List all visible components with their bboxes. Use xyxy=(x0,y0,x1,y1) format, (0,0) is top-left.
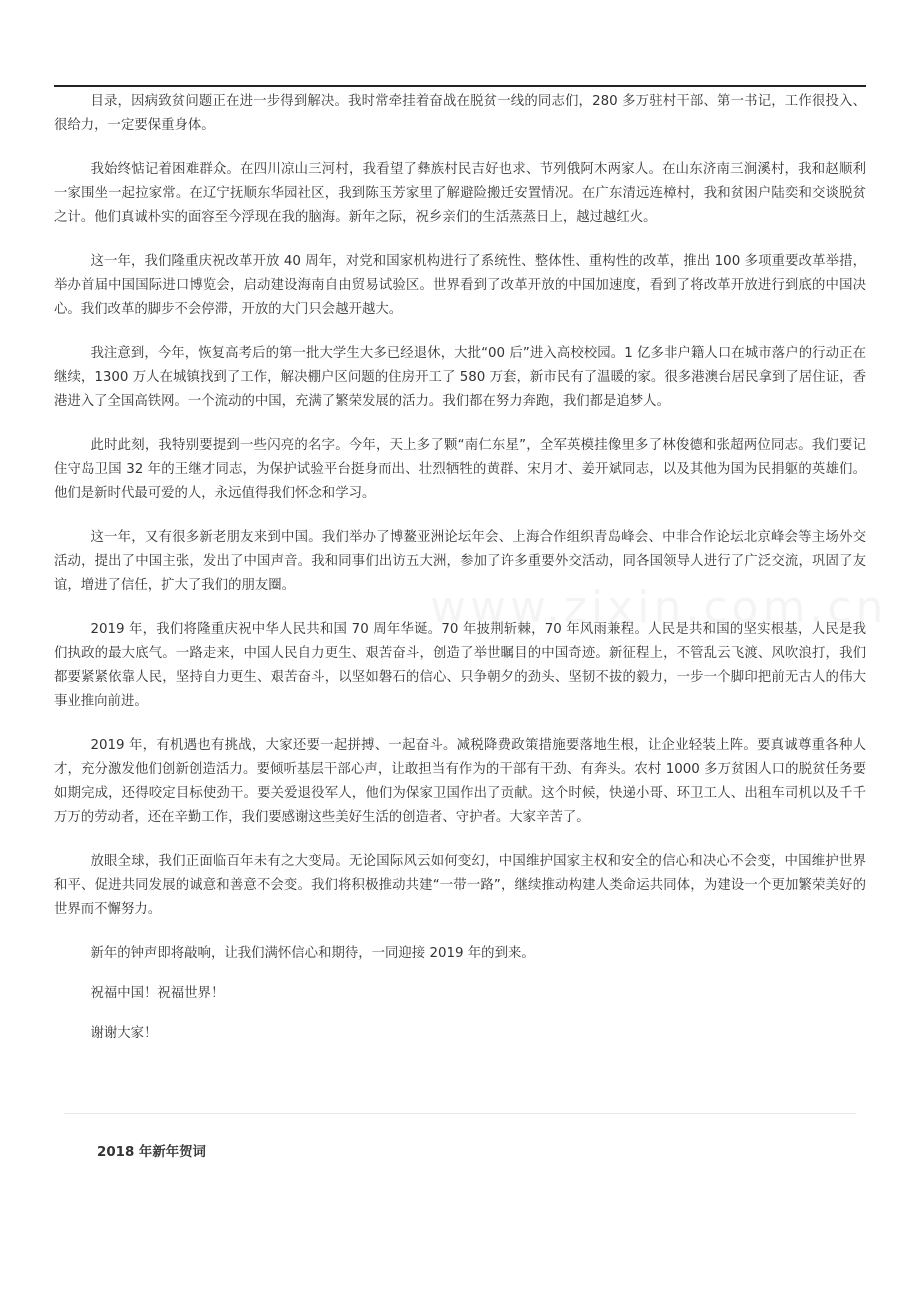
paragraph-8: 2019 年，有机遇也有挑战，大家还要一起拼搏、一起奋斗。减税降费政策措施要落地生根，让企业轻装上阵。要真诚尊重各种人才，充分激发他们创新创造活力。要倾听基层干部心声，让敢担当有作为的干部有干劲、有奔头。农村 1000 多万贫困人口的脱贫任务要如期完成，还得咬定目标使劲干。要关爱退役军人，他们为保家卫国作出了贡献。这个时候，快递小哥、环卫工人、出租车司机以及千千万万的劳动者，还在辛勤工作，我们要感谢这些美好生活的创造者、守护者。大家辛苦了。 xyxy=(54,738,866,825)
paragraph-10: 新年的钟声即将敲响，让我们满怀信心和期待，一同迎接 2019 年的到来。 xyxy=(90,946,535,961)
article-body xyxy=(54,90,866,1062)
paragraph-1: 目录，因病致贫问题正在进一步得到解决。我时常牵挂着奋战在脱贫一线的同志们，280 多万驻村干部、第一书记，工作很投入、很给力，一定要保重身体。 xyxy=(54,94,866,133)
paragraph-6: 这一年，又有很多新老朋友来到中国。我们举办了博鳌亚洲论坛年会、上海合作组织青岛峰会、中非合作论坛北京峰会等主场外交活动，提出了中国主张，发出了中国声音。我和同事们出访五大洲，参加了许多重要外交活动，同各国领导人进行了广泛交流，巩固了友谊，增进了信任，扩大了我们的朋友圈。 xyxy=(54,530,866,593)
paragraph-3: 这一年，我们隆重庆祝改革开放 40 周年，对党和国家机构进行了系统性、整体性、重构性的改革，推出 100 多项重要改革举措，举办首届中国国际进口博览会，启动建设海南自由贸易试验区。世界看到了改革开放的中国加速度，看到了将改革开放进行到底的中国决心。我们改革的脚步不会停滞，开放的大门只会越开越大。 xyxy=(54,254,866,317)
paragraph-11: 祝福中国！祝福世界！ xyxy=(90,986,225,1001)
paragraph-5: 此时此刻，我特别要提到一些闪亮的名字。今年，天上多了颗“南仁东星”，全军英模挂像里多了林俊德和张超两位同志。我们要记住守岛卫国 32 年的王继才同志，为保护试验平台挺身而出、壮烈牺牲的黄群、宋月才、姜开斌同志，以及其他为国为民捐躯的英雄们。他们是新时代最可爱的人，永远值得我们怀念和学习。 xyxy=(54,438,866,501)
next-article-title[interactable]: 2018 年新年贺词 xyxy=(97,1145,206,1160)
paragraph-4: 我注意到，今年，恢复高考后的第一批大学生大多已经退休，大批“00 后”进入高校校园。1 亿多非户籍人口在城市落户的行动正在继续，1300 万人在城镇找到了工作，解决棚户区问题的住房开工了 580 万套，新市民有了温暖的家。很多港澳台居民拿到了居住证，香港进入了全国高铁网。一个流动的中国，充满了繁荣发展的活力。我们都在努力奔跑，我们都是追梦人。 xyxy=(54,346,866,409)
paragraph-12: 谢谢大家！ xyxy=(90,1026,158,1041)
paragraph-2: 我始终惦记着困难群众。在四川凉山三河村，我看望了彝族村民吉好也求、节列俄阿木两家人。在山东济南三涧溪村，我和赵顺利一家围坐一起拉家常。在辽宁抚顺东华园社区，我到陈玉芳家里了解避险搬迁安置情况。在广东清远连樟村，我和贫困户陆奕和交谈脱贫之计。他们真诚朴实的面容至今浮现在我的脑海。新年之际，祝乡亲们的生活蒸蒸日上，越过越红火。 xyxy=(54,162,866,225)
paragraph-9: 放眼全球，我们正面临百年未有之大变局。无论国际风云如何变幻，中国维护国家主权和安全的信心和决心不会变，中国维护世界和平、促进共同发展的诚意和善意不会变。我们将积极推动共建“一带一路”，继续推动构建人类命运共同体，为建设一个更加繁荣美好的世界而不懈努力。 xyxy=(54,854,866,917)
paragraph-7: 2019 年，我们将隆重庆祝中华人民共和国 70 周年华诞。70 年披荆斩棘，70 年风雨兼程。人民是共和国的坚实根基，人民是我们执政的最大底气。一路走来，中国人民自力更生、艰苦奋斗，创造了举世瞩目的中国奇迹。新征程上，不管乱云飞渡、风吹浪打，我们都要紧紧依靠人民，坚持自力更生、艰苦奋斗，以坚如磐石的信心、只争朝夕的劲头、坚韧不拔的毅力，一步一个脚印把前无古人的伟大事业推向前进。 xyxy=(54,622,866,709)
top-divider xyxy=(54,85,866,87)
section-divider xyxy=(64,1113,856,1114)
